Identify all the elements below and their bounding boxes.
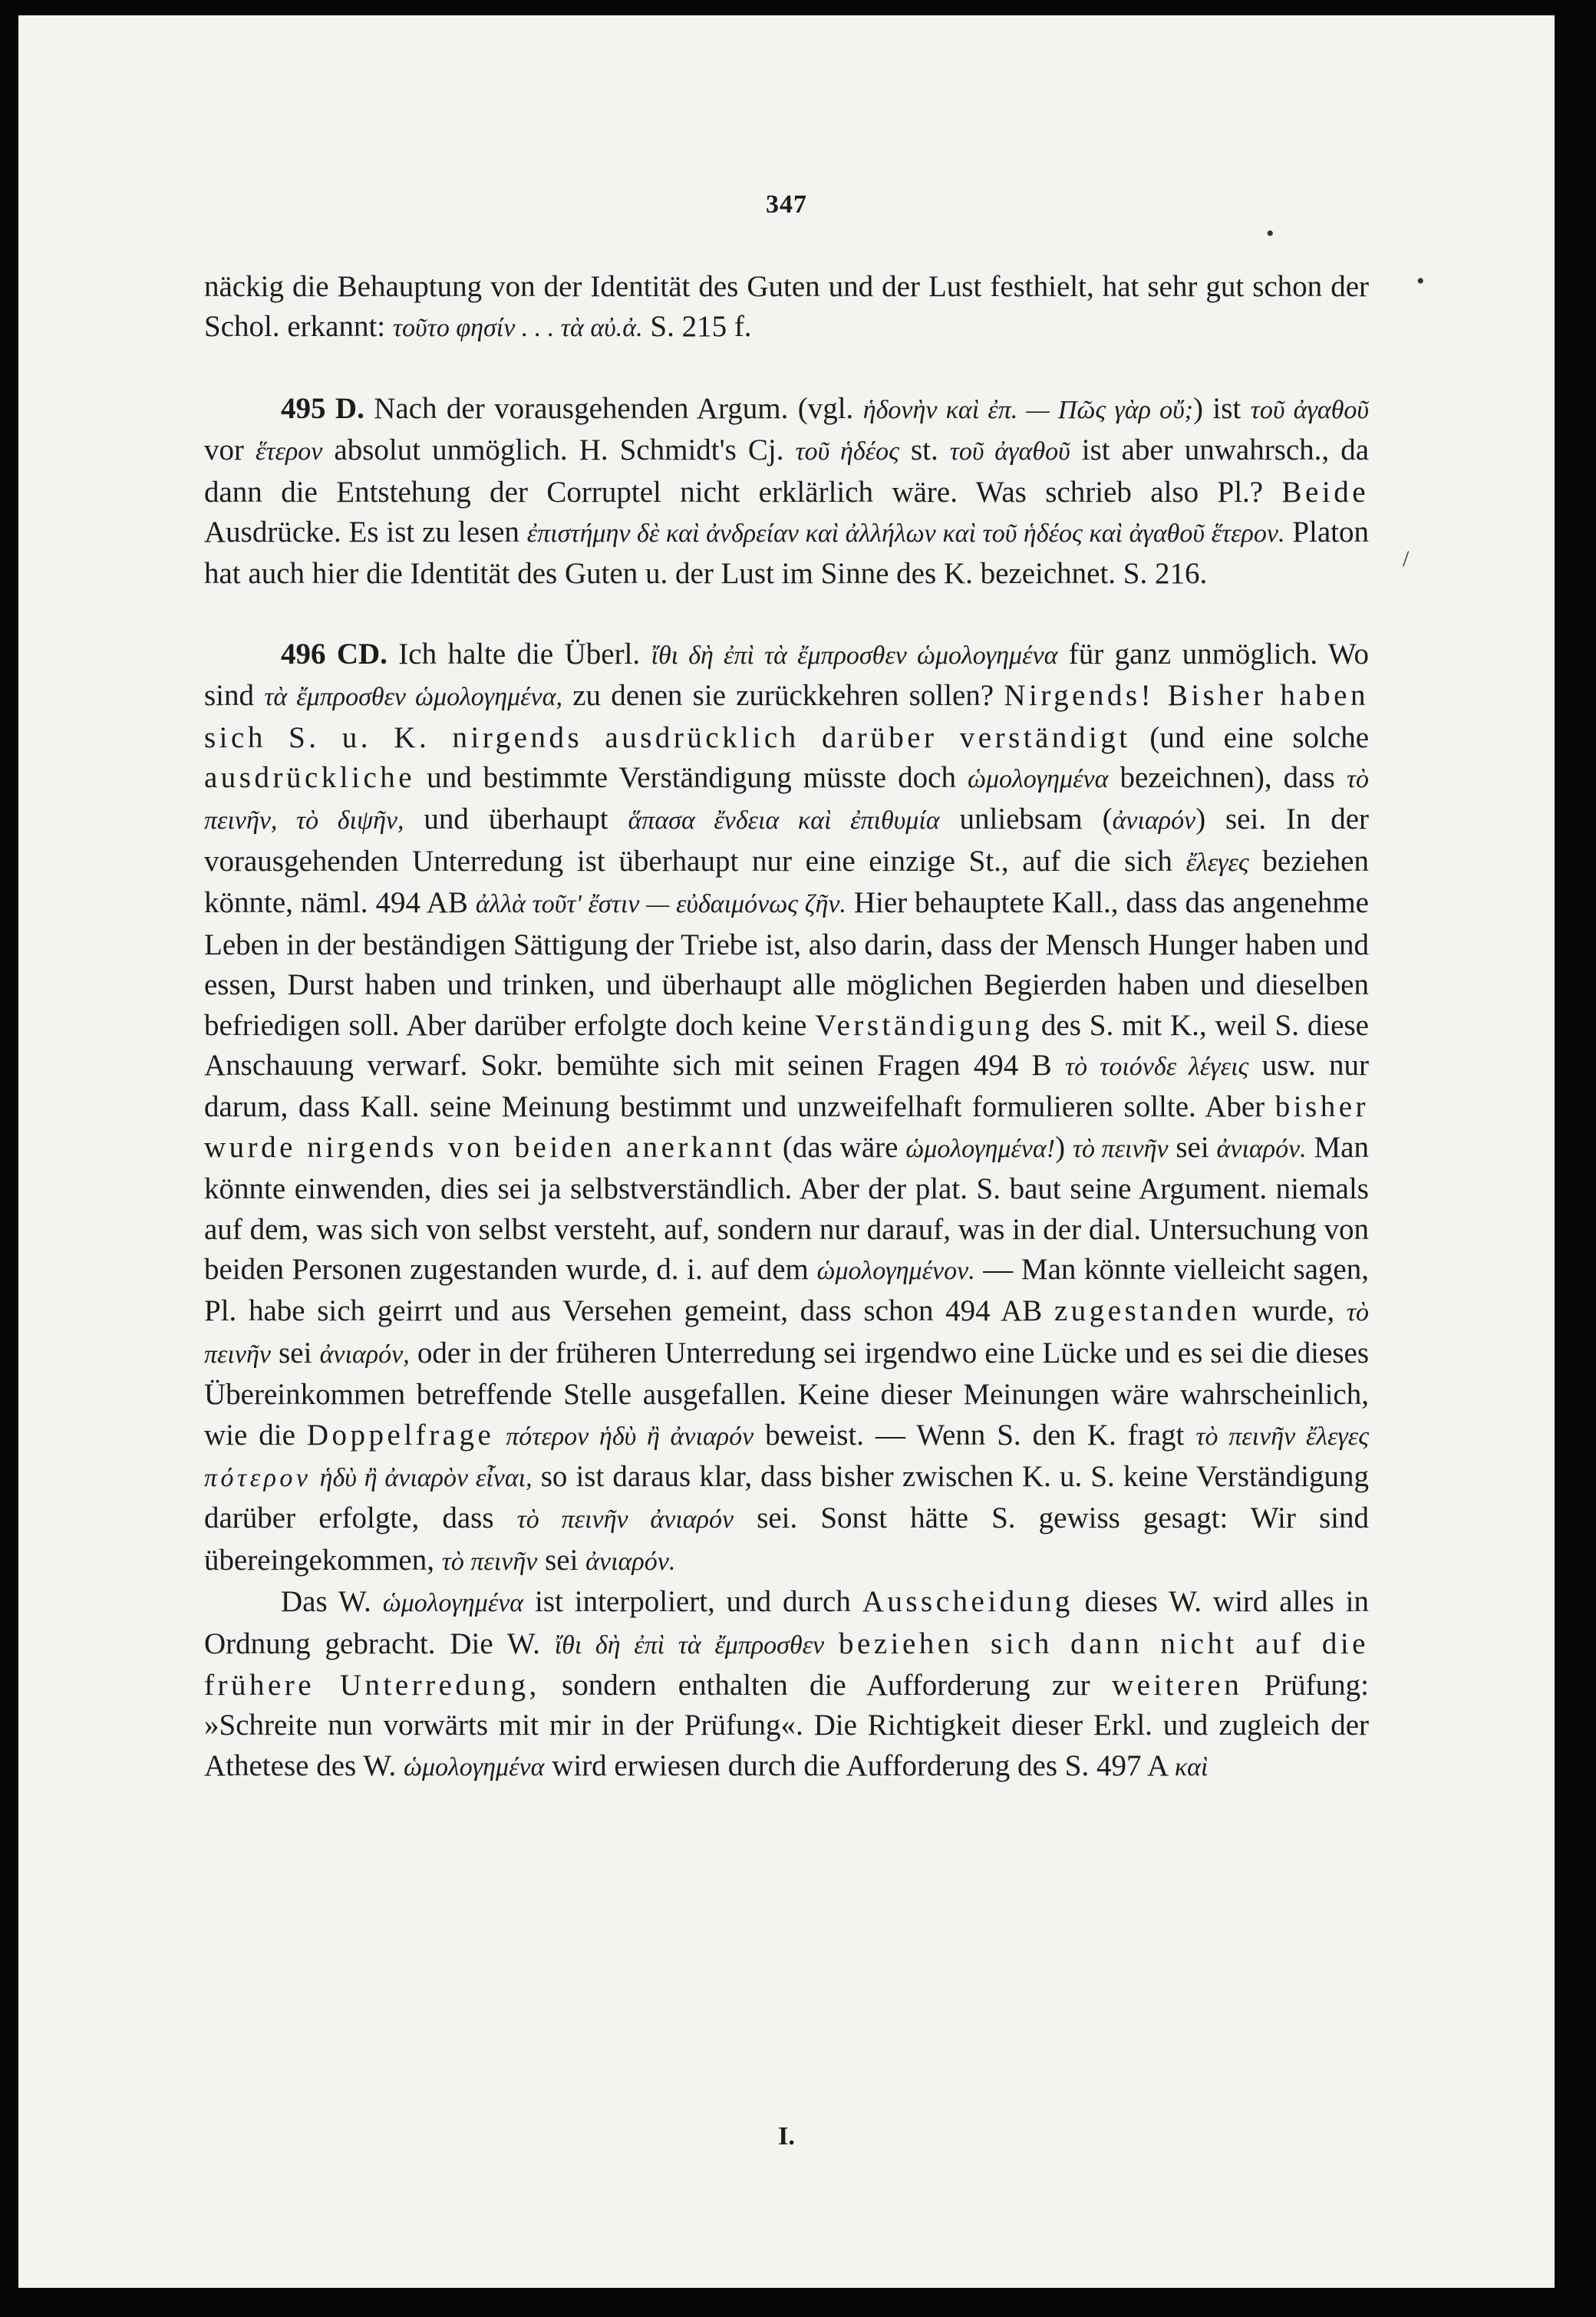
body-text [204,267,1369,1788]
margin-dot-top: • [1266,221,1274,246]
paragraph-495d: 495 D. Nach der vorausgehenden Argum. (vgl. ἡδονὴν καὶ ἐπ. — Πῶς γὰρ οὔ;) ist τοῦ ἀγαθοῦ vor ἕτερον absolut unmöglich. H. Schmidt's Cj. τοῦ ἡδέος st. τοῦ ἀγαθοῦ ist aber unwahrsch., da dann die Entstehung der Corruptel nicht erklärlich wäre. Was schrieb also Pl.? Beide Ausdrücke. Es ist zu lesen ἐπιστήμην δὲ καὶ ἀνδρείαν καὶ ἀλλήλων καὶ τοῦ ἡδέος καὶ ἀγαθοῦ ἕτερον. Platon hat auch hier die Identität des Guten u. der Lust im Sinne des K. bezeichnet. S. 216. [204,391,1370,591]
margin-dot-right: • [1416,269,1425,294]
section-ref: 496 CD. [281,637,387,671]
margin-slash: / [1403,546,1410,572]
paragraph-496cd: 496 CD. Ich halte die Überl. ἴθι δὴ ἐπὶ τὰ ἔμπροσθεν ὡμολογημένα für ganz unmöglich. Wo sind τὰ ἔμπροσθεν ὡμολογημένα, zu denen sie zurückkehren sollen? Nirgends! Bisher haben sich S. u. K. nirgends ausdrücklich darüber verständigt (und eine solche ausdrückliche und bestimmte Verständigung müsste doch ὡμολογημένα bezeichnen), dass τὸ πεινῆν, τὸ διψῆν, und überhaupt ἅπασα ἔνδεια καὶ ἐπιθυμία unliebsam (ἀνιαρόν) sei. In der vorausgehenden Unterredung ist überhaupt nur eine einzige St., auf die sich ἔλεγες beziehen könnte, näml. 494 AB ἀλλὰ τοῦτ' ἔστιν — εὐδαιμόνως ζῆν. Hier behauptete Kall., dass das angenehme Leben in der beständigen Sättigung der Triebe ist, also darin, dass der Mensch Hunger haben und essen, Durst haben und trinken, und überhaupt alle möglichen Begierden haben und dieselben befriedigen soll. Aber darüber erfolgte doch keine Verständigung des S. mit K., weil S. diese Anschauung verwarf. Sokr. bemühte sich mit seinen Fragen 494 B τὸ τοιόνδε λέγεις usw. nur darum, dass Kall. seine Meinung bestimmt und unzweifelhaft formulieren sollte. Aber bisher wurde nirgends von beiden anerkannt (das wäre ὡμολογημένα!) τὸ πεινῆν sei ἀνιαρόν. Man könnte einwenden, dies sei ja selbstverständlich. Aber der plat. S. baut seine Argument. niemals auf dem, was sich von selbst versteht, auf, sondern nur darauf, was in der dial. Untersuchung von beiden Personen zugestanden wurde, d. i. auf dem ὡμολογημένον. — Man könnte vielleicht sagen, Pl. habe sich geirrt und aus Versehen gemeint, dass schon 494 AB zugestanden wurde, τὸ πεινῆν sei ἀνιαρόν, oder in der früheren Unterredung sei irgendwo eine Lücke und es sei die dieses Übereinkommen betreffende Stelle ausgefallen. Keine dieser Meinungen wäre wahrscheinlich, wie die Doppelfrage πότερον ἡδὺ ἢ ἀνιαρόν beweist. — Wenn S. den K. fragt τὸ πεινῆν ἔλεγες πότερον ἡδὺ ἢ ἀνιαρὸν εἶναι, so ist daraus klar, dass bisher zwischen K. u. S. keine Verständigung darüber erfolgte, dass τὸ πεινῆν ἀνιαρόν sei. Sonst hätte S. gewiss gesagt: Wir sind übereingekommen, τὸ πεινῆν sei ἀνιαρόν. [204,637,1370,1577]
signature-mark: I. [778,2122,795,2151]
paragraph-interpolation: Das W. ὡμολογημένα ist interpoliert, und durch Ausscheidung dieses W. wird alles in Ordnung gebracht. Die W. ἴθι δὴ ἐπὶ τὰ ἔμπροσθεν beziehen sich dann nicht auf die frühere Unterredung, sondern enthalten die Aufforderung zur weiteren Prüfung: »Schreite nun vorwärts mit mir in der Prüfung«. Die Richtigkeit dieser Erkl. und zugleich der Athetese des W. ὡμολογημένα wird erwiesen durch die Aufforderung des S. 497 A καὶ [204,1585,1369,1782]
book-page [18,15,1555,2288]
paragraph-continuation: näckig die Behauptung von der Identität des Guten und der Lust festhielt, hat sehr gut schon der Schol. erkannt: τοῦτο φησίν . . . τὰ αὐ.ἀ. S. 215 f. [204,270,1369,344]
page-number: 347 [766,190,807,219]
section-ref: 495 D. [281,391,364,425]
